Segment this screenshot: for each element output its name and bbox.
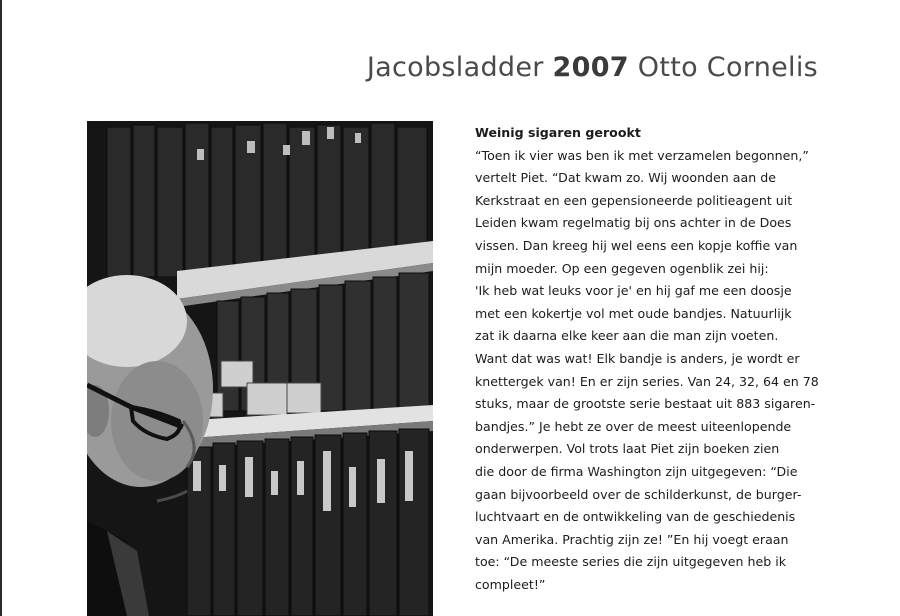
article-line: zat ik daarna elke keer aan die man zijn voeten. [475,328,779,344]
article-line: stuks, maar de grootste serie bestaat uit 883 sigaren- [475,396,816,412]
article-line: mijn moeder. Op een gegeven ogenblik zei hij: [475,260,769,276]
article-line: vissen. Dan kreeg hij wel eens een kopje koffie van [475,237,798,253]
article-line: gaan bijvoorbeeld over de schilderkunst, de burger- [475,486,802,502]
article-line: toe: “De meeste series die zijn uitgegeven heb ik [475,554,786,570]
header-title-suffix: Otto Cornelis [637,52,818,83]
page-left-border [0,0,2,616]
article-line: luchtvaart en de ontwikkeling van de geschiedenis [475,509,796,525]
article-line: 'Ik heb wat leuks voor je' en hij gaf me een doosje [475,283,792,299]
article-line: bandjes.” Je hebt ze over de meest uiteenlopende [475,418,792,434]
article-line: onderwerpen. Vol trots laat Piet zijn boeken zien [475,441,780,457]
article-subheading: Weinig sigaren gerookt [475,125,641,140]
article-line: “Toen ik vier was ben ik met verzamelen begonnen,” [475,147,809,163]
article-line: vertelt Piet. “Dat kwam zo. Wij woonden aan de [475,170,776,186]
header-title-prefix: Jacobsladder [366,52,544,83]
header-year: 2007 [552,52,629,83]
article-line: Kerkstraat en een gepensioneerde politieagent uit [475,192,793,208]
article-line: Leiden kwam regelmatig bij ons achter in de Does [475,215,792,231]
article-line: Want dat was wat! Elk bandje is anders, je wordt er [475,350,800,366]
article-line: met een kokertje vol met oude bandjes. Natuurlijk [475,305,792,321]
article-line: van Amerika. Prachtig zijn ze! ”En hij voegt eraan [475,531,789,547]
page-header [367,52,818,83]
article-line: knettergek van! En er zijn series. Van 24, 32, 64 en 78 [475,373,819,389]
article-line: compleet!” [475,576,546,592]
article-photo [87,121,433,616]
photo-man-with-cigar-band-albums-icon [87,121,433,616]
article-line: die door de firma Washington zijn uitgegeven: “Die [475,463,798,479]
article-text [475,122,835,596]
